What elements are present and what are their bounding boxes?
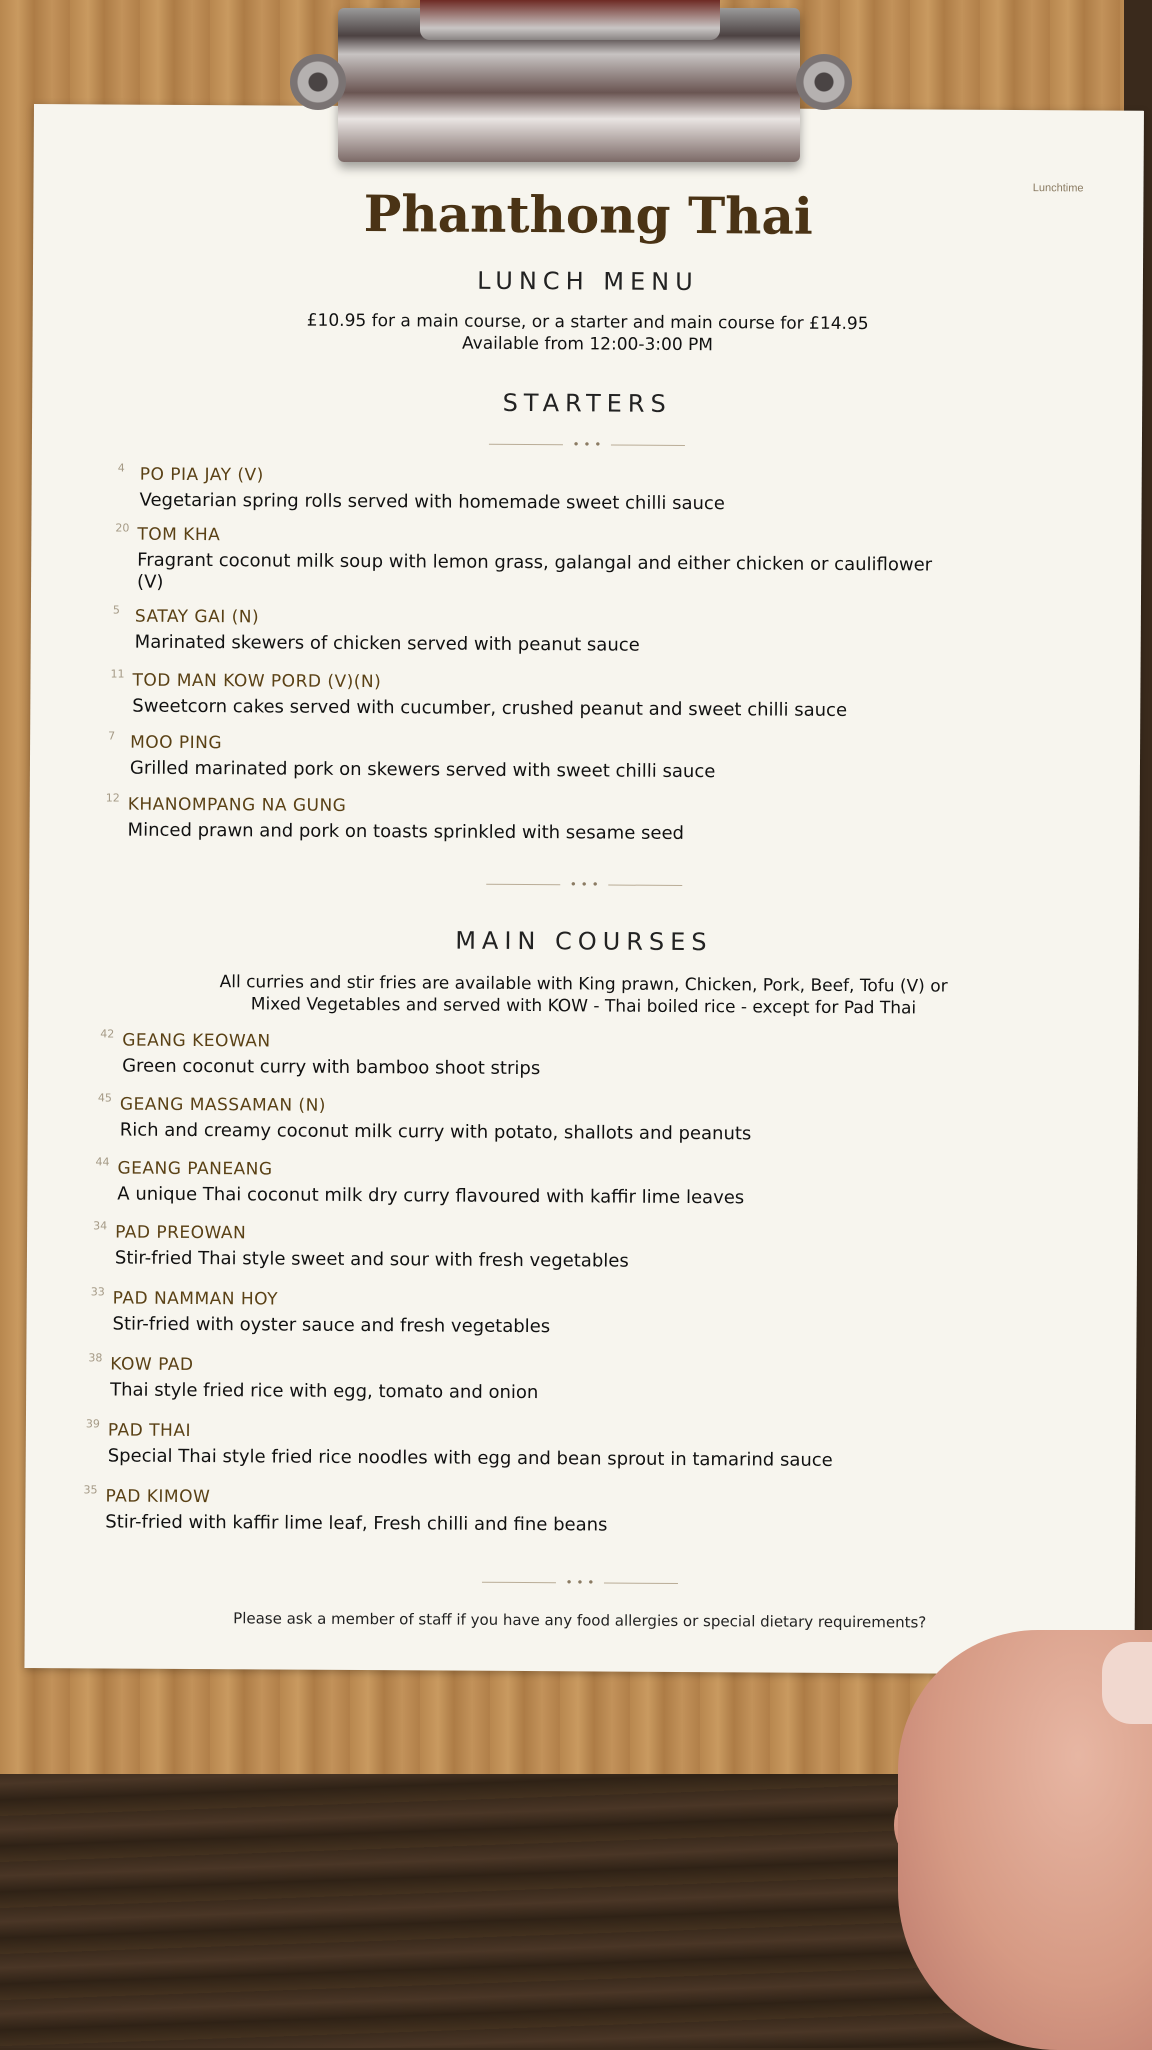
item-description: Stir-fried with oyster sauce and fresh vegetables <box>112 1313 551 1338</box>
divider: • • • <box>32 434 1142 455</box>
starter-item <box>117 461 726 516</box>
item-name: GEANG PANEANG <box>117 1158 273 1180</box>
divider: • • • <box>25 1572 1135 1593</box>
clip-rivet-right <box>796 54 852 110</box>
item-description: Marinated skewers of chicken served with peanut sauce <box>134 631 640 656</box>
item-name: GEANG MASSAMAN (N) <box>119 1094 327 1116</box>
item-description: Vegetarian spring rolls served with homemade sweet chilli sauce <box>139 489 725 515</box>
item-description: Grilled marinated pork on skewers served with sweet chilli sauce <box>129 757 716 783</box>
main-item <box>90 1285 551 1339</box>
item-name: KHANOMPANG NA GUNG <box>127 794 347 816</box>
item-description: Stir-fried with kaffir lime leaf, Fresh chilli and fine beans <box>105 1511 608 1536</box>
item-number: 45 <box>97 1091 112 1105</box>
item-name: PAD NAMMAN HOY <box>112 1288 279 1310</box>
item-number: 42 <box>100 1027 115 1041</box>
item-number: 38 <box>88 1351 103 1365</box>
main-item <box>100 1027 541 1081</box>
clip-rivet-left <box>290 54 346 110</box>
item-number: 4 <box>117 461 125 475</box>
item-number: 39 <box>85 1417 100 1431</box>
item-description: Sweetcorn cakes served with cucumber, crushed peanut and sweet chilli sauce <box>132 695 848 721</box>
divider: • • • <box>29 874 1139 895</box>
item-number: 12 <box>105 791 120 805</box>
starter-item <box>115 521 957 599</box>
item-number: 44 <box>95 1155 110 1169</box>
main-item <box>83 1483 608 1536</box>
item-number: 11 <box>110 667 125 681</box>
starter-item <box>105 791 685 845</box>
thumbnail <box>1102 1642 1152 1724</box>
item-description: A unique Thai coconut milk dry curry flavoured with kaffir lime leaves <box>117 1183 745 1209</box>
item-name: PAD KIMOW <box>105 1486 211 1508</box>
main-item <box>88 1351 539 1404</box>
starters-heading: STARTERS <box>502 388 672 418</box>
item-description: Rich and creamy coconut milk curry with potato, shallots and peanuts <box>119 1119 752 1145</box>
item-number: 35 <box>83 1483 98 1497</box>
item-name: KOW PAD <box>110 1354 194 1375</box>
item-description: Stir-fried Thai style sweet and sour with fresh vegetables <box>114 1247 629 1272</box>
main-item <box>93 1219 629 1273</box>
item-number: 5 <box>112 603 120 617</box>
item-number: 33 <box>90 1285 105 1299</box>
item-number: 34 <box>93 1219 108 1233</box>
item-description: Thai style fried rice with egg, tomato and onion <box>110 1379 539 1404</box>
item-description: Green coconut curry with bamboo shoot strips <box>122 1055 541 1080</box>
menu-title: LUNCH MENU <box>477 266 699 297</box>
item-number: 7 <box>108 729 116 743</box>
item-name: TOM KHA <box>137 524 221 546</box>
item-name: TOD MAN KOW PORD (V)(N) <box>132 670 382 693</box>
mains-note-line: Mixed Vegetables and served with KOW - Thai boiled rice - except for Pad Thai <box>250 994 917 1019</box>
item-name: GEANG KEOWAN <box>122 1030 271 1052</box>
item-name: SATAY GAI (N) <box>134 606 260 628</box>
main-courses-heading: MAIN COURSES <box>455 926 713 957</box>
item-name: PAD THAI <box>107 1420 192 1441</box>
item-number: 20 <box>115 521 130 535</box>
availability-line: Available from 12:00-3:00 PM <box>461 333 714 356</box>
restaurant-name: Phanthong Thai <box>363 184 814 246</box>
item-description: Special Thai style fried rice noodles with egg and bean sprout in tamarind sauce <box>107 1445 833 1471</box>
pricing-info <box>32 308 1142 359</box>
allergy-notice: Please ask a member of staff if you have any food allergies or special dietary requirements? <box>233 1609 927 1632</box>
main-item <box>85 1417 833 1471</box>
item-description: Fragrant coconut milk soup with lemon grass, galangal and either chicken or cauliflower (V) <box>137 549 933 593</box>
mains-note <box>28 970 1138 1021</box>
starter-item <box>112 603 640 657</box>
item-name: PO PIA JAY (V) <box>139 464 264 486</box>
clip-lever <box>420 0 720 40</box>
main-item <box>95 1155 745 1210</box>
pricing-line: £10.95 for a main course, or a starter and main course for £14.95 <box>306 310 869 335</box>
menu-sheet <box>24 104 1144 1675</box>
starter-item <box>108 729 716 784</box>
mains-note-line: All curries and stir fries are available with King prawn, Chicken, Pork, Beef, Tofu (V) or <box>219 972 948 997</box>
corner-note: Lunchtime <box>1032 182 1084 195</box>
item-name: MOO PING <box>130 732 223 754</box>
main-item <box>97 1091 752 1146</box>
item-name: PAD PREOWAN <box>115 1222 247 1244</box>
item-description: Minced prawn and pork on toasts sprinkled with sesame seed <box>127 819 685 844</box>
starter-item <box>110 667 848 722</box>
